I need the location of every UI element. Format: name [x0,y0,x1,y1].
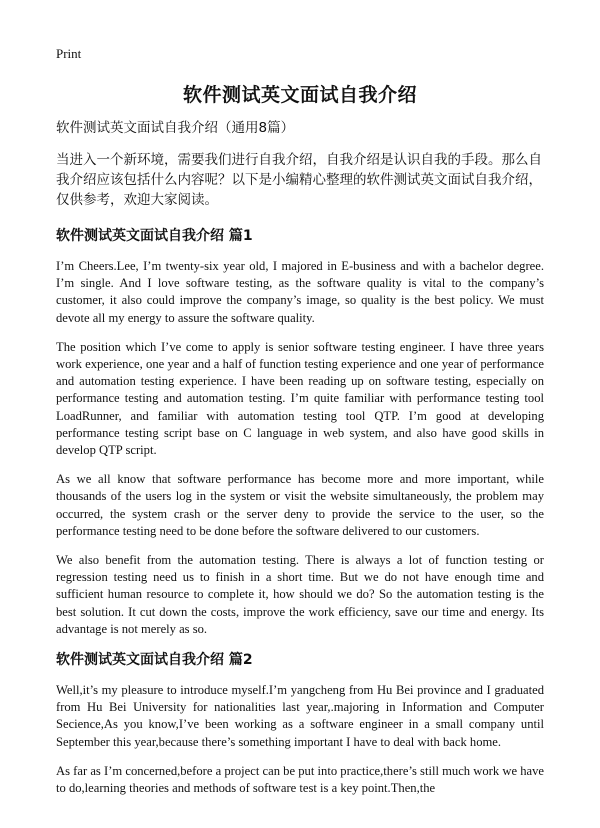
section-2-paragraph: As far as I’m concerned,before a project can be put into practice,there’s still much work we have to do,learning theories and methods of software test is a key point.Then,the [56,763,544,796]
section-1-paragraph: We also benefit from the automation testing. There is always a lot of function testing or regression testing need us to finish in a short time. But we do not have enough time and sufficient human resource to complete it, how should we do? So the automation testing is the best solution. It cut down the costs, improve the work efficiency, save our time and energy. Its advantage is not merely as so. [56,553,544,636]
print-link[interactable]: Print [56,46,82,61]
section-2-paragraph: Well,it’s my pleasure to introduce myself.I’m yangcheng from Hu Bei province and I graduated from Hu Bei University for nationalities last year,.majoring in Information and Computer Secience,As you know,I’ve been working as a software engineer in a small company until September this year,because there’s something important I have to deal with back home. [56,683,544,749]
intro-paragraph: 当进入一个新环境，需要我们进行自我介绍，自我介绍是认识自我的手段。那么自我介绍应该包括什么内容呢？以下是小编精心整理的软件测试英文面试自我介绍，仅供参考，欢迎大家阅读。 [56,152,542,208]
document-body [56,118,544,809]
section-1-paragraph: The position which I’ve come to apply is senior software testing engineer. I have three years work experience, one year and a half of function testing experience and one year of performance and automation testing experience. I have been reading up on software testing, especially on performance testing and automation testing. I’m quite familiar with performance testing tool LoadRunner, and familiar with automation testing tool QTP. I’m good at developing performance testing script base on C language in web system, and also have good skills in develop QTP script. [56,339,544,458]
section-1-paragraph: As we all know that software performance has become more and more important, while thousands of the users log in the system or visit the website simultaneously, the problem may occurred, the system crash or the server deny to provide the service to the user, so the performance testing need to be done before the software delivered to our customers. [56,472,544,538]
document-subtitle: 软件测试英文面试自我介绍（通用8篇） [56,120,295,136]
section-heading-2: 软件测试英文面试自我介绍 篇2 [56,652,253,669]
section-1-paragraph: I’m Cheers.Lee, I’m twenty-six year old, I majored in E-business and with a bachelor degree. I’m single. And I love software testing, as the software quality is vital to the company’s customer, it also could improve the company’s image, so quality is the best policy. We must devote all my energy to assure the software quality. [56,259,544,325]
section-heading-1: 软件测试英文面试自我介绍 篇1 [56,228,253,244]
page-title: 软件测试英文面试自我介绍 [182,84,417,106]
